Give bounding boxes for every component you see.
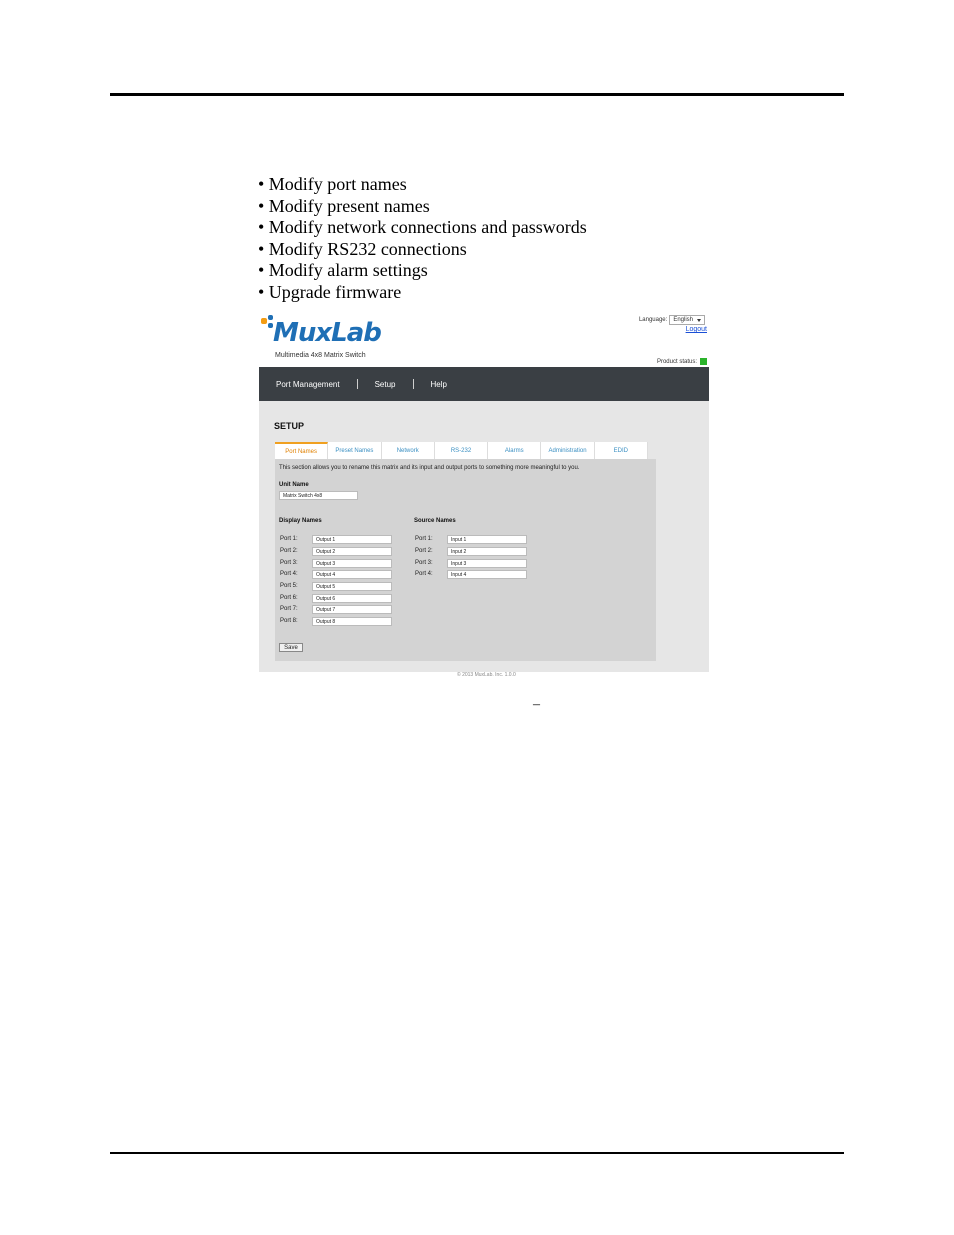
product-status [657, 358, 707, 365]
tab-preset-names[interactable]: Preset Names [328, 442, 381, 459]
display-port-label: Port 6: [280, 595, 298, 601]
language-select[interactable] [669, 315, 705, 325]
tab-network[interactable]: Network [382, 442, 435, 459]
product-subtitle: Multimedia 4x8 Matrix Switch [275, 352, 366, 359]
list-item: • Modify alarm settings [258, 260, 428, 280]
nav-item-port-management[interactable]: Port Management [276, 379, 340, 389]
display-port-label: Port 1: [280, 536, 298, 542]
nav-item-setup[interactable]: Setup [374, 379, 396, 389]
unit-name-input[interactable]: Matrix Switch 4x8 [279, 491, 358, 500]
source-port-input[interactable]: Input 2 [447, 547, 527, 556]
display-port-input[interactable]: Output 8 [312, 617, 392, 626]
display-port-input[interactable]: Output 7 [312, 605, 392, 614]
tab-edid[interactable]: EDID [595, 442, 648, 459]
display-port-input[interactable]: Output 2 [312, 547, 392, 556]
display-port-input[interactable]: Output 3 [312, 559, 392, 568]
copyright-footer: © 2013 MuxLab. Inc. 1.0.0 [457, 672, 516, 678]
display-port-label: Port 3: [280, 560, 298, 566]
port-names-panel [275, 459, 656, 661]
logo-dot-icon [261, 318, 267, 324]
nav-item-help[interactable]: Help [430, 379, 447, 389]
source-port-input[interactable]: Input 4 [447, 570, 527, 579]
unit-name-label: Unit Name [279, 482, 309, 488]
app-header [259, 311, 709, 367]
footer-rule [110, 1152, 844, 1154]
chevron-down-icon [697, 319, 701, 322]
tab-administration[interactable]: Administration [541, 442, 594, 459]
status-label: Product status: [656, 358, 697, 365]
muxlab-logo [259, 314, 389, 350]
source-port-input[interactable]: Input 1 [447, 535, 527, 544]
caption-dash: – [533, 697, 540, 712]
source-port-label: Port 2: [415, 548, 433, 554]
source-port-label: Port 3: [415, 560, 433, 566]
display-port-label: Port 8: [280, 618, 298, 624]
language-selector [639, 315, 705, 325]
source-port-input[interactable]: Input 3 [447, 559, 527, 568]
source-names-label: Source Names [414, 518, 456, 524]
main-nav [259, 367, 709, 401]
display-port-input[interactable]: Output 6 [312, 594, 392, 603]
display-port-label: Port 2: [280, 548, 298, 554]
display-port-label: Port 7: [280, 606, 298, 612]
save-button[interactable]: Save [279, 643, 303, 652]
source-port-label: Port 1: [415, 536, 433, 542]
display-port-input[interactable]: Output 1 [312, 535, 392, 544]
section-description: This section allows you to rename this matrix and its input and output ports to something more meaningful to you. [279, 465, 580, 471]
source-port-label: Port 4: [415, 571, 433, 577]
feature-list [258, 174, 587, 303]
language-label: Language: [638, 317, 668, 323]
list-item: • Modify RS232 connections [258, 238, 467, 259]
list-item: • Modify port names [258, 174, 407, 194]
display-names-label: Display Names [279, 518, 322, 524]
status-indicator-icon [700, 358, 707, 365]
list-item: • Modify network connections and passwords [258, 217, 587, 237]
display-port-input[interactable]: Output 4 [312, 570, 392, 579]
tab-rs232[interactable]: RS-232 [435, 442, 488, 459]
setup-tabs [275, 442, 648, 459]
logo-text: MuxLab [273, 318, 381, 348]
header-rule [110, 93, 844, 96]
tab-port-names[interactable]: Port Names [275, 442, 328, 459]
list-item: • Upgrade firmware [258, 281, 402, 302]
page-title: SETUP [274, 421, 305, 431]
web-ui-screenshot [259, 311, 709, 672]
display-port-input[interactable]: Output 5 [312, 582, 392, 591]
display-port-label: Port 4: [280, 571, 298, 577]
list-item: • Modify present names [258, 195, 430, 216]
display-port-label: Port 5: [280, 583, 298, 589]
language-value: English [673, 317, 693, 323]
tab-alarms[interactable]: Alarms [488, 442, 541, 459]
logout-link[interactable]: Logout [685, 326, 707, 333]
